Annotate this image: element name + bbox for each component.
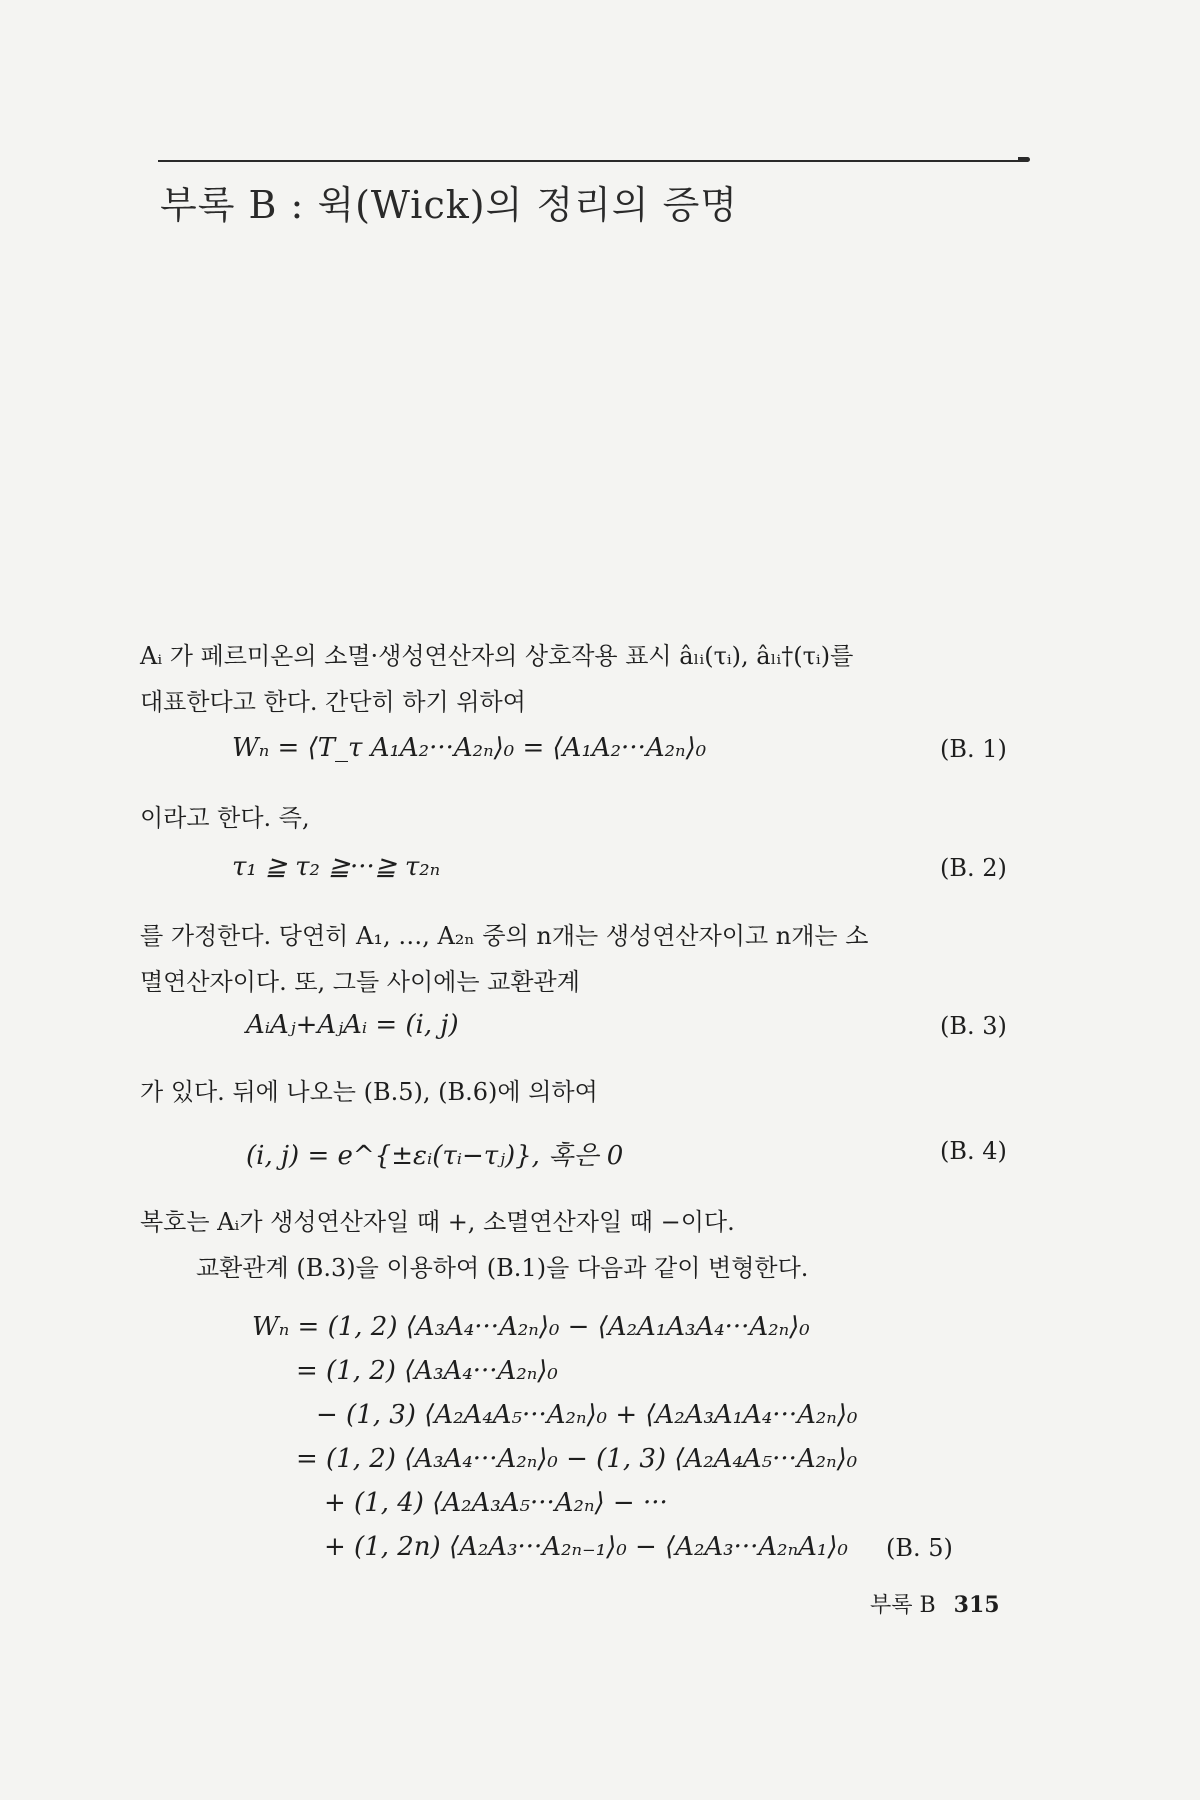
equation-b2: τ₁ ≧ τ₂ ≧···≧ τ₂ₙ [232, 852, 441, 882]
equation-tag-b4: (B. 4) [940, 1137, 1007, 1165]
equation-b5-line2: = (1, 2) ⟨A₃A₄···A₂ₙ⟩₀ [296, 1356, 558, 1386]
equation-tag-b5: (B. 5) [886, 1534, 953, 1562]
equation-tag-b2: (B. 2) [940, 854, 1007, 882]
equation-b5-line4: = (1, 2) ⟨A₃A₄···A₂ₙ⟩₀ − (1, 3) ⟨A₂A₄A₅···A₂ₙ⟩₀ [296, 1444, 858, 1474]
equation-b5-line6: + (1, 2n) ⟨A₂A₃···A₂ₙ₋₁⟩₀ − ⟨A₂A₃···A₂ₙA₁⟩₀ [324, 1532, 848, 1562]
paragraph-line: 멸연산자이다. 또, 그들 사이에는 교환관계 [140, 968, 580, 996]
page-title: 부록 B : 윅(Wick)의 정리의 증명 [160, 183, 738, 227]
header-rule [158, 160, 1028, 162]
equation-b5-line1: Wₙ = (1, 2) ⟨A₃A₄···A₂ₙ⟩₀ − ⟨A₂A₁A₃A₄···A₂ₙ⟩₀ [252, 1312, 810, 1342]
paragraph-line: Aᵢ 가 페르미온의 소멸·생성연산자의 상호작용 표시 âₗᵢ(τᵢ), âₗᵢ†(τᵢ)를 [140, 642, 854, 670]
paragraph-line: 가 있다. 뒤에 나오는 (B.5), (B.6)에 의하여 [140, 1078, 598, 1106]
equation-tag-b3: (B. 3) [940, 1012, 1007, 1040]
equation-b4: (i, j) = e^{±εᵢ(τᵢ−τⱼ)}, 혹은 0 [246, 1141, 624, 1171]
equation-tag-b1: (B. 1) [940, 735, 1007, 763]
equation-b5-line3: − (1, 3) ⟨A₂A₄A₅···A₂ₙ⟩₀ + ⟨A₂A₃A₁A₄···A₂ₙ⟩₀ [316, 1400, 858, 1430]
equation-b1: Wₙ = ⟨T_τ A₁A₂···A₂ₙ⟩₀ = ⟨A₁A₂···A₂ₙ⟩₀ [232, 733, 707, 763]
paragraph-line: 대표한다고 한다. 간단히 하기 위하여 [140, 688, 526, 716]
paragraph-line: 복호는 Aᵢ가 생성연산자일 때 +, 소멸연산자일 때 −이다. [140, 1208, 735, 1236]
paragraph-line: 를 가정한다. 당연히 A₁, …, A₂ₙ 중의 n개는 생성연산자이고 n개는 소 [140, 922, 869, 950]
footer-section: 부록 B [870, 1593, 936, 1618]
paragraph-line: 교환관계 (B.3)을 이용하여 (B.1)을 다음과 같이 변형한다. [196, 1254, 809, 1282]
paragraph-line: 이라고 한다. 즉, [140, 804, 310, 832]
header-rule-tip [1018, 157, 1030, 162]
equation-b3: AᵢAⱼ+AⱼAᵢ = (i, j) [246, 1010, 459, 1040]
page-footer [870, 1588, 1000, 1619]
equation-b5-line5: + (1, 4) ⟨A₂A₃A₅···A₂ₙ⟩ − ··· [324, 1488, 668, 1518]
page-number: 315 [953, 1592, 1000, 1618]
